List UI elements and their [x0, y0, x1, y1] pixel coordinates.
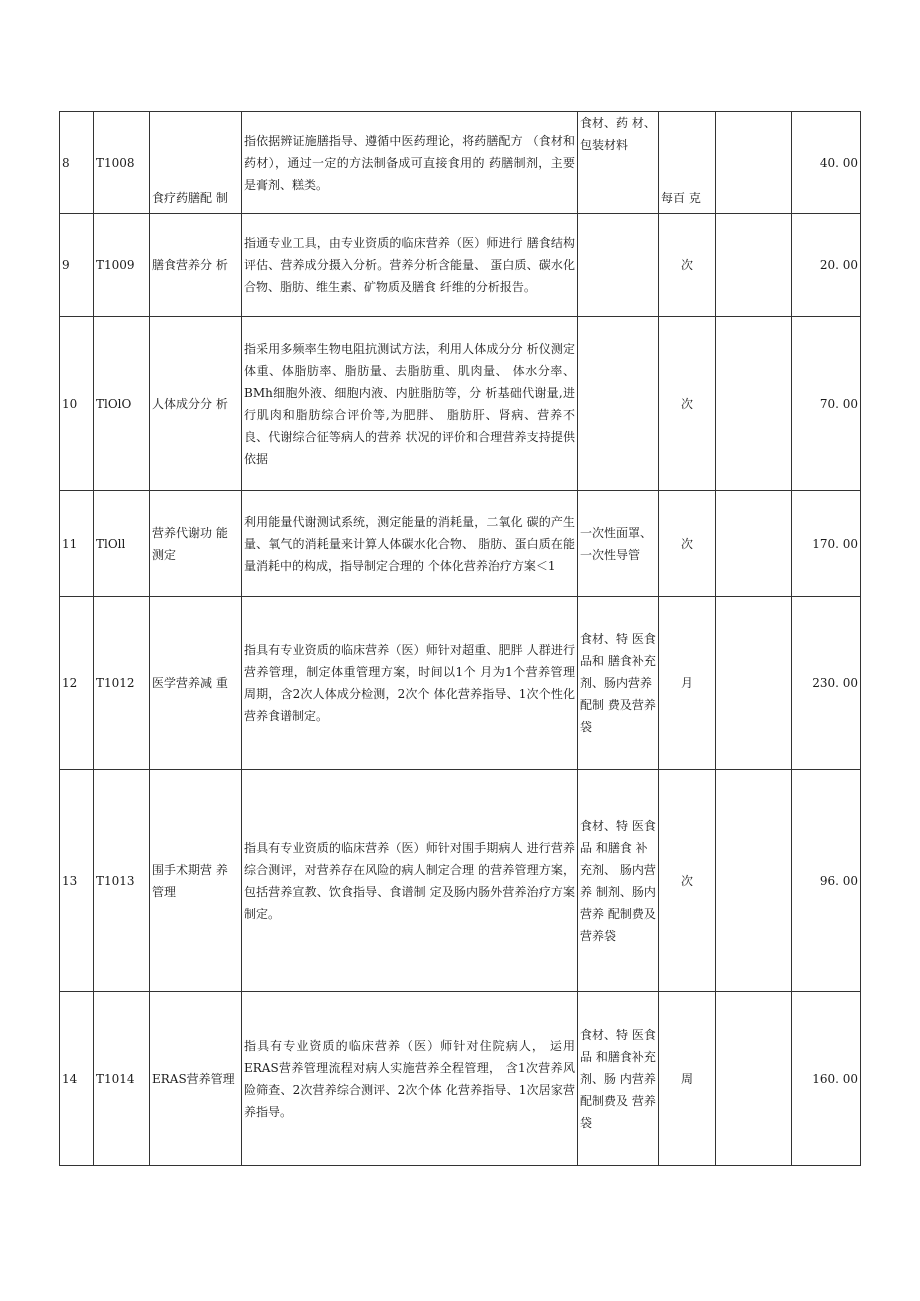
item-code: T1014 [94, 992, 150, 1166]
item-excluded: 一次性面罩、一次性导管 [578, 491, 659, 597]
item-excluded: 食材、药 材、包装材料 [578, 112, 659, 214]
row-number: 12 [60, 597, 94, 770]
item-name: 膳食营养分 析 [150, 214, 242, 317]
row-number: 10 [60, 317, 94, 491]
item-note [716, 992, 792, 1166]
item-excluded [578, 317, 659, 491]
item-excluded: 食材、特 医食品和 膳食补充 剂、肠内营养配制 费及营养 袋 [578, 597, 659, 770]
item-code: TlOll [94, 491, 150, 597]
item-excluded: 食材、特 医食品 和膳食 补充剂、 肠内营养 制剂、肠内营养 配制费及 营养袋 [578, 770, 659, 992]
item-description: 指具有专业资质的临床营养（医）师针对围手期病人 进行营养综合测评，对营养存在风险的病人制定合理 的营养管理方案，包括营养宣教、饮食指导、食谱制 定及肠内肠外营养治疗方案制定。 [242, 770, 578, 992]
item-note [716, 317, 792, 491]
item-code: T1013 [94, 770, 150, 992]
item-name: 医学营养减 重 [150, 597, 242, 770]
item-unit: 每百 克 [659, 112, 716, 214]
item-note [716, 597, 792, 770]
fee-table [59, 111, 861, 1166]
item-note [716, 214, 792, 317]
item-unit: 月 [659, 597, 716, 770]
item-description: 利用能量代谢测试系统，测定能量的消耗量，二氧化 碳的产生量、氧气的消耗量来计算人体碳水化合物、 脂肪、蛋白质在能量消耗中的构成，指导制定合理的 个体化营养治疗方案＜1 [242, 491, 578, 597]
item-name: 人体成分分 析 [150, 317, 242, 491]
row-number: 14 [60, 992, 94, 1166]
item-note [716, 770, 792, 992]
item-excluded [578, 214, 659, 317]
item-unit: 周 [659, 992, 716, 1166]
table-row [60, 597, 861, 770]
item-description: 指具有专业资质的临床营养（医）师针对住院病人， 运用ERAS营养管理流程对病人实施营养全程管理， 含1次营养风险筛查、2次营养综合测评、2次个体 化营养指导、1次居家营养指导。 [242, 992, 578, 1166]
row-number: 9 [60, 214, 94, 317]
item-code: T1012 [94, 597, 150, 770]
item-name: 食疗药膳配 制 [150, 112, 242, 214]
item-name: 营养代谢功 能测定 [150, 491, 242, 597]
row-number: 13 [60, 770, 94, 992]
item-note [716, 491, 792, 597]
table-row [60, 992, 861, 1166]
item-description: 指依据辨证施膳指导、遵循中医药理论，将药膳配方 （食材和药材），通过一定的方法制备成可直接食用的 药膳制剂，主要是膏剂、糕类。 [242, 112, 578, 214]
item-unit: 次 [659, 491, 716, 597]
table-row [60, 112, 861, 214]
item-price: 170. 00 [792, 491, 861, 597]
item-code: TlOlO [94, 317, 150, 491]
item-unit: 次 [659, 317, 716, 491]
row-number: 8 [60, 112, 94, 214]
item-name: 围手术期营 养管理 [150, 770, 242, 992]
item-excluded: 食材、特 医食品 和膳食补充剂、肠 内营养 配制费及 营养袋 [578, 992, 659, 1166]
item-name: ERAS营养管理 [150, 992, 242, 1166]
item-code: T1009 [94, 214, 150, 317]
item-description: 指通专业工具，由专业资质的临床营养（医）师进行 膳食结构评估、营养成分摄入分析。营养分析含能量、 蛋白质、碳水化合物、脂肪、维生素、矿物质及膳食 纤维的分析报告。 [242, 214, 578, 317]
table-row [60, 491, 861, 597]
item-description: 指具有专业资质的临床营养（医）师针对超重、肥胖 人群进行营养管理，制定体重管理方案，时间以1个 月为1个营养管理周期，含2次人体成分检测，2次个 体化营养指导、1次个性化营养食谱制定。 [242, 597, 578, 770]
item-note [716, 112, 792, 214]
item-price: 20. 00 [792, 214, 861, 317]
table-row [60, 770, 861, 992]
item-price: 96. 00 [792, 770, 861, 992]
table-row [60, 317, 861, 491]
item-description: 指采用多频率生物电阻抗测试方法，利用人体成分分 析仪测定体重、体脂肪率、脂肪量、去脂肪重、肌肉量、 体水分率、BMh细胞外液、细胞内液、内脏脂肪等，分 析基础代谢量,进行肌肉和脂肪综合评价等,为肥胖、 脂肪肝、肾病、营养不良、代谢综合征等病人的营养 状况的评价和合理营养支持提供依据 [242, 317, 578, 491]
row-number: 11 [60, 491, 94, 597]
table-row [60, 214, 861, 317]
item-price: 230. 00 [792, 597, 861, 770]
item-price: 40. 00 [792, 112, 861, 214]
item-unit: 次 [659, 770, 716, 992]
item-price: 160. 00 [792, 992, 861, 1166]
item-price: 70. 00 [792, 317, 861, 491]
item-unit: 次 [659, 214, 716, 317]
item-code: T1008 [94, 112, 150, 214]
